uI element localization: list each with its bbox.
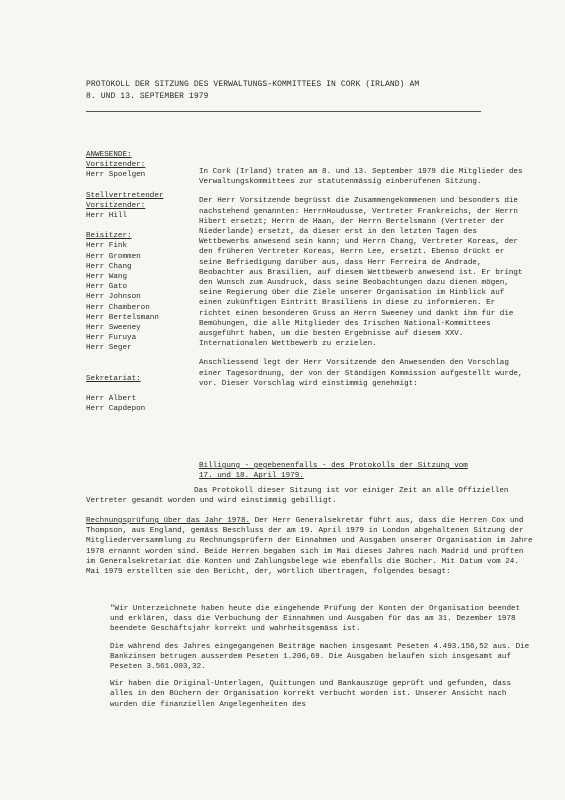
intro-paragraph: In Cork (Irland) traten am 8. und 13. September 1979 die Mitglieder des Verwaltungskommittees zur statutenmässig einberufenen Sitzung. (199, 168, 523, 187)
present-heading: ANWESENDE: (86, 151, 132, 159)
chair-name: Herr Spoelgen (86, 171, 146, 180)
member-name: Herr Sweeney (86, 324, 141, 333)
title-underline (86, 111, 481, 112)
approval-paragraph (86, 486, 526, 506)
agenda-item-1 (199, 461, 541, 481)
title-line-1: PROTOKOLL DER SITZUNG DES VERWALTUNGS-KOMMITTEES IN CORK (IRLAND) AM (86, 80, 420, 89)
secretariat-heading: Sekretariat: (86, 374, 141, 383)
vice-heading-2: Vorsitzender: (86, 201, 146, 210)
welcome-paragraph: Der Herr Vorsitzende begrüsst die Zusammengekommenen und besonders die nachstehend genannten: HerrnHoudusse, Vertreter Frankreichs, der Herrn Hibert ersetzt; Herrn de Haan, der Herrn Bertelsmann (Vertreter der Niederlande) ersetzt, da dieser erst in den letzten Tagen des Wettbewerbs anwesend sein kann; und Herrn Chang, Vertreter Koreas, der den früheren Vertreter Koreas, Herrn Lee, ersetzt. Ebenso drückt er seine Befriedigung darüber aus, dass Herr Ferreira de Andrade, Beobachter aus Brasilien, auf diesem Wettbewerb anwesend ist. Er bringt den Wunsch zum Ausdruck, dass seine Beobachtungen dazu dienen mögen, seine Regierung über die Ziele unserer Organisation im Hinblick auf einen zukünftigen Eintritt Brasiliens in diese zu informieren. Er richtet einen besonderen Gruss an Herrn Sweeney und dankt ihm für die Bemühungen, die alle Mitglieder des Irischen National-Kommittees ausgeführt haben, um die besten Ergebnisse auf diesem XXV. Internationalen Wettbewerb zu erzielen. (199, 197, 523, 349)
main-text (199, 167, 531, 398)
member-name: Herr Chamberon (86, 303, 150, 312)
member-name: Herr Bertelsmann (86, 313, 159, 322)
audit-heading: Rechnungsprüfung über das Jahr 1978. (86, 517, 251, 525)
member-name: Herr Johnson (86, 293, 141, 302)
audit-report-quote (110, 604, 530, 717)
quote-paragraph-3: Wir haben die Original-Unterlagen, Quittungen und Bankauszüge geprüft und gefunden, dass alles in den Büchern der Organisation korrekt verbucht worden ist. Unserer Ansicht nach wurden die finanziellen Angelegenheiten des (110, 680, 512, 709)
agenda-item-line-1: Billigung - gegebenenfalls - des Protokolls der Sitzung vom (199, 462, 468, 470)
members-heading: Beisitzer: (86, 232, 132, 241)
vice-name: Herr Hill (86, 212, 128, 221)
member-name: Herr Wang (86, 273, 128, 282)
attendance-sidebar (86, 150, 198, 414)
quote-paragraph-2: Die während des Jahres eingegangenen Beiträge machen insgesamt Peseten 4.493.156,52 aus. Die Bankzinsen betrugen ausserdem Peseten 1.206,69. Die Ausgaben belaufen sich insgesamt auf Peseten 3.561.003,32. (110, 642, 530, 672)
vice-heading-1: Stellvertretender (86, 191, 164, 200)
member-name: Herr Seger (86, 344, 132, 353)
agenda-item-line-2: 17. und 18. April 1979. (199, 472, 304, 481)
secretariat-name: Herr Albert (86, 394, 137, 403)
approval-text: Das Protokoll dieser Sitzung ist vor einiger Zeit an alle Offiziellen Vertreter gesandt worden und wird einstimmig gebilligt. (86, 487, 509, 506)
member-name: Herr Furuya (86, 334, 137, 343)
member-name: Herr Fink (86, 242, 128, 251)
title-line-2: 8. UND 13. SEPTEMBER 1979 (86, 92, 209, 101)
chair-heading: Vorsitzender: (86, 161, 146, 170)
member-name: Herr Grommen (86, 252, 141, 261)
agenda-paragraph: Anschliessend legt der Herr Vorsitzende den Anwesenden den Vorschlag einer Tagesordnung, der von der Ständigen Kommission aufgestellt wurde, vor. Dieser Vorschlag wird einstimmig genehmigt: (199, 359, 523, 388)
member-name: Herr Gato (86, 283, 128, 292)
quote-paragraph-1: "Wir Unterzeichnete haben heute die eingehende Prüfung der Konten der Organisation beendet und erklären, dass die Verbuchung der Einnahmen und Ausgaben für das am 31. Dezember 1978 beendete Geschäftsjahr korrekt und wahrheitsgemäss ist. (110, 605, 521, 634)
document-title (86, 79, 526, 103)
audit-text: Der Herr Generalsekretär führt aus, dass die Herren Cox und Thompson, aus England, gemäss Beschluss der am 19. April 1979 in London abgehaltenen Sitzung der Mitgliederversammlung zu Rechnungsprüfern der Einnahmen und Ausgaben unserer Organisation im Jahre 1978 ernannt worden sind. Beide Herren begaben sich im Mai dieses Jahres nach Madrid und prüften im Generalsekretariat die Konten und Zahlungsbelege wie ebenfalls die Bücher. Mit Datum vom 24. Mai 1979 erstellten sie den Bericht, der, wörtlich übertragen, folgendes besagt: (86, 517, 533, 577)
secretariat-name: Herr Capdepon (86, 405, 146, 414)
member-name: Herr Chang (86, 262, 132, 271)
audit-section (86, 516, 536, 577)
